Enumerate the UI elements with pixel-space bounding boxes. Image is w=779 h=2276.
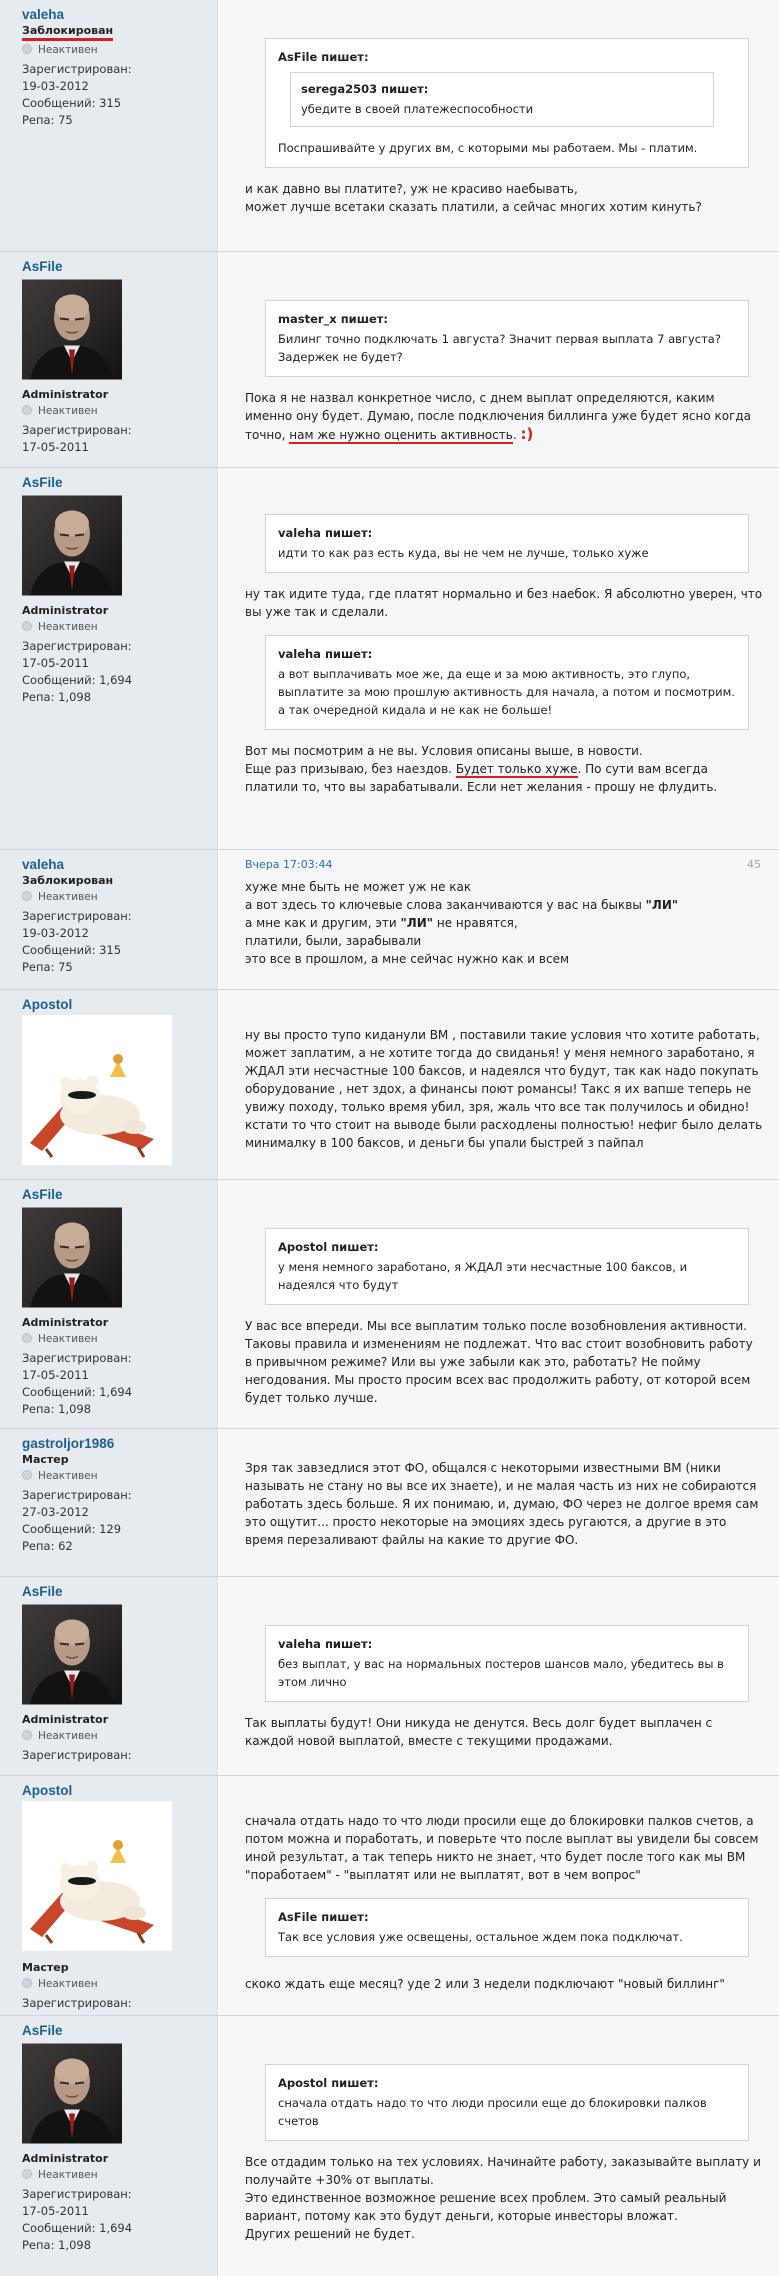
post-text-part: не нравятся, <box>433 916 518 930</box>
message-count <box>22 95 217 112</box>
messages-label: Сообщений: <box>22 1522 96 1536</box>
messages-label: Сообщений: <box>22 673 96 687</box>
online-status <box>22 889 217 906</box>
hitman-avatar-icon[interactable] <box>22 1207 122 1308</box>
post-text-line <box>245 896 763 914</box>
post <box>0 990 779 1180</box>
registered-label: Зарегистрирован: <box>22 909 132 923</box>
post-text-part: а вот здесь то ключевые слова заканчиваются у вас на быквы <box>245 898 646 912</box>
post-number-link[interactable]: 45 <box>747 858 761 871</box>
message-count <box>22 1521 217 1538</box>
post-text <box>245 180 763 216</box>
underlined-phrase: нам же нужно оценить активность <box>289 428 513 442</box>
quote-author: master_x пишет: <box>278 312 389 326</box>
registered-label: Зарегистрирован: <box>22 1351 132 1365</box>
username-link[interactable]: AsFile <box>22 259 63 274</box>
post-content <box>219 1429 779 1576</box>
quote-text: без выплат, у вас на нормальных постеров шансов мало, убедитесь вы в этом лично <box>278 1657 724 1689</box>
post-author-panel <box>0 1577 218 1775</box>
quote-text-line: а так очередной кидала и не как не больше! <box>278 703 553 717</box>
quote-block <box>265 514 749 573</box>
status-label: Неактивен <box>38 891 98 903</box>
post-text-line: Вот мы посмотрим а не вы. Условия описаны выше, в новости. <box>245 744 643 758</box>
post-author-panel <box>0 1180 218 1428</box>
post-content <box>219 0 779 251</box>
message-count <box>22 672 217 689</box>
rep-value: 1,098 <box>58 2238 92 2252</box>
user-stats <box>22 638 217 706</box>
post-content <box>219 1577 779 1775</box>
post-text: ну так идите туда, где платят нормально и без наебок. Я абсолютно уверен, что вы уже так и сделали. <box>245 587 763 619</box>
quote-text-line: а вот выплачивать мое же, да еще и за мою активность, это глупо, <box>278 667 691 681</box>
registered-label: Зарегистрирован: <box>22 2187 132 2201</box>
post-text: сначала отдать надо то что люди просили еще до блокировки палков счетов, а потом можна и поработать, и поверьте что после выплат вы увидели бы совсем иной результат, а так теперь никто не знает, что будет после того как мы ВМ "поработаем" - "выплатят или не выплатят, вот в чем вопрос" <box>245 1814 759 1882</box>
quote-block <box>265 635 749 730</box>
post-author-panel <box>0 850 218 989</box>
status-label: Неактивен <box>38 44 98 56</box>
quote-text: Билинг точно подключать 1 августа? Значит первая выплата 7 августа? Задержек не будет? <box>278 332 721 364</box>
post-date: Вчера 17:03:44 <box>245 858 333 871</box>
nested-quote-text: убедите в своей платежеспособности <box>301 102 534 116</box>
quote-text: сначала отдать надо то что люди просили еще до блокировки палков счетов <box>278 2096 707 2128</box>
messages-value: 129 <box>99 1522 122 1536</box>
reputation <box>22 112 217 129</box>
post <box>0 1776 779 2016</box>
post-author-panel <box>0 252 218 467</box>
reputation <box>22 959 217 976</box>
underlined-phrase: Будет только хуже <box>455 762 578 776</box>
messages-label: Сообщений: <box>22 2221 96 2235</box>
status-label: Неактивен <box>38 621 98 633</box>
quote-text: у меня немного заработано, я ЖДАЛ эти несчастные 100 баксов, и надеялся что будут <box>278 1260 688 1292</box>
registered-label: Зарегистрирован: <box>22 639 132 653</box>
online-status <box>22 42 217 59</box>
user-title: Мастер <box>22 1453 69 1466</box>
registered-date: 17-05-2011 <box>22 2204 89 2218</box>
post-author-panel <box>0 1776 218 2015</box>
user-title: Administrator <box>22 1316 109 1329</box>
post-text-line: Все отдадим только на тех условиях. Начинайте работу, заказывайте выплату и получайте +30% от выплаты. <box>245 2155 761 2187</box>
registered-date: 19-03-2012 <box>22 79 89 93</box>
rep-label: Репа: <box>22 960 55 974</box>
quote-text-line: выплатите за мою прошлую активность для начала, а потом и посмотрим. <box>278 685 735 699</box>
post-text-part: а мне как и другим, эти <box>245 916 401 930</box>
hitman-avatar-icon[interactable] <box>22 1604 122 1705</box>
messages-value: 315 <box>99 943 122 957</box>
user-title: Заблокирован <box>22 23 113 41</box>
registered-date: 19-03-2012 <box>22 926 89 940</box>
status-dot-icon <box>22 1730 32 1740</box>
smiley-icon: :) <box>520 425 534 443</box>
message-count <box>22 2220 217 2237</box>
post-text <box>245 878 763 968</box>
post-text <box>245 389 763 444</box>
username-link[interactable]: AsFile <box>22 1584 63 1599</box>
user-stats <box>22 908 217 976</box>
post-content <box>219 1776 779 2015</box>
rep-label: Репа: <box>22 690 55 704</box>
rep-value: 75 <box>58 960 73 974</box>
user-stats <box>22 61 217 129</box>
post-content <box>219 2016 779 2276</box>
user-title: Administrator <box>22 1713 109 1726</box>
status-label: Неактивен <box>38 1730 98 1742</box>
reputation <box>22 2237 217 2254</box>
online-status <box>22 403 217 420</box>
online-status <box>22 619 217 636</box>
sunbathing-bear-avatar-icon[interactable] <box>22 1801 172 1951</box>
post-meta-bar <box>245 856 767 874</box>
user-title: Administrator <box>22 2152 109 2165</box>
username-link[interactable]: Apostol <box>22 997 73 1012</box>
online-status <box>22 1728 217 1745</box>
quote-block <box>265 1228 749 1305</box>
online-status <box>22 1331 217 1348</box>
quote-author: AsFile пишет: <box>278 50 369 64</box>
bold-text: "ЛИ" <box>645 898 679 912</box>
messages-label: Сообщений: <box>22 943 96 957</box>
post <box>0 1429 779 1577</box>
post-text-line: может лучше всетаки сказать платили, а сейчас многих хотим кинуть? <box>245 200 702 214</box>
reputation <box>22 689 217 706</box>
post <box>0 2016 779 2276</box>
post-text-line: Других решений не будет. <box>245 2227 415 2241</box>
post-text-line: это все в прошлом, а мне сейчас нужно как и всем <box>245 952 570 966</box>
quote-block <box>265 2064 749 2141</box>
post-content <box>219 1180 779 1428</box>
messages-value: 1,694 <box>99 673 133 687</box>
post <box>0 1577 779 1776</box>
quote-block <box>265 1625 749 1702</box>
status-label: Неактивен <box>38 1978 98 1990</box>
post <box>0 0 779 252</box>
post-content <box>219 468 779 849</box>
quote-author: valeha пишет: <box>278 526 373 540</box>
user-title: Administrator <box>22 604 109 617</box>
post-author-panel <box>0 990 218 1179</box>
hitman-avatar-icon[interactable] <box>22 2043 122 2144</box>
post-text: Так выплаты будут! Они никуда не денутся. Весь долг будет выплачен с каждой новой выплатой, вместе с текущими продажами. <box>245 1716 713 1748</box>
post <box>0 850 779 990</box>
registered-label: Зарегистрирован: <box>22 1748 132 1762</box>
rep-value: 1,098 <box>58 690 92 704</box>
messages-label: Сообщений: <box>22 1385 96 1399</box>
messages-value: 1,694 <box>99 1385 133 1399</box>
username-link[interactable]: AsFile <box>22 475 63 490</box>
quote-block <box>265 38 749 168</box>
quote-author: AsFile пишет: <box>278 1910 369 1924</box>
status-label: Неактивен <box>38 1333 98 1345</box>
username-link[interactable]: AsFile <box>22 2023 63 2038</box>
nested-quote-block <box>290 72 714 127</box>
quote-text: Так все условия уже освещены, остальное ждем пока подключат. <box>278 1930 683 1944</box>
post-text-line: и как давно вы платите?, уж не красиво наебывать, <box>245 182 578 196</box>
registered-date: 17-05-2011 <box>22 440 89 454</box>
registered-label: Зарегистрирован: <box>22 1488 132 1502</box>
post-content <box>219 990 779 1179</box>
post <box>0 468 779 850</box>
registered-label: Зарегистрирован: <box>22 62 132 76</box>
status-dot-icon <box>22 1978 32 1988</box>
post-author-panel <box>0 0 218 251</box>
post-text-line: хуже мне быть не может уж не как <box>245 880 472 894</box>
username-link[interactable]: gastroljor1986 <box>22 1436 115 1451</box>
post-text-part: . <box>512 428 517 442</box>
message-count <box>22 1384 217 1401</box>
post <box>0 1180 779 1429</box>
post-text: Зря так завзедлися этот ФО, общался с некоторыми известными ВМ (ники называть не стану но вы все их знаете), и не малая часть из них не собираются работать здесь больше. Я их понимаю, и, думаю, ФО через не долгое время сам это ощутит... просто некоторые на эмоциях здесь ругаются, а другие в это время перезаливают файлы на какие то другие ФО. <box>245 1461 759 1547</box>
online-status <box>22 1468 217 1485</box>
user-stats <box>22 1995 217 2012</box>
status-label: Неактивен <box>38 1470 98 1482</box>
post-text-line <box>245 914 763 932</box>
post-text <box>245 2153 763 2243</box>
post-text-line: Это единственное возможное решение всех проблем. Это самый реальный вариант, потому как это будут деньги, которые инвесторы вложат. <box>245 2191 727 2223</box>
status-dot-icon <box>22 621 32 631</box>
post <box>0 252 779 468</box>
status-dot-icon <box>22 405 32 415</box>
post-text: ну вы просто тупо киданули ВМ , поставили такие условия что хотите работать, может заплатим, а не хотите тогда до свиданья! у меня немного заработано, я ЖДАЛ эти несчастные 100 баксов, и надеялся что будут, так как надо покупать оборудование , нет здох, а финансы поют романсы! Такс я их вапше теперь не увижу походу, только время убил, зря, жаль что все так получилось и обидно! кстати то что стоит на выводе были расходлены полностью! нефиг было делать минималку в 100 баксов, и деньги бы упали быстрей з пайпал <box>245 1028 763 1150</box>
quote-text: Поспрашивайте у других вм, с которыми мы работаем. Мы - платим. <box>278 141 698 155</box>
username-link[interactable]: valeha <box>22 857 65 872</box>
post-text-part: Пока я не назвал конкретное число, с днем выплат определяются, каким именно ону будет. Думаю, после подключения биллинга уже будет ясно когда точно, <box>245 391 752 442</box>
quote-text: идти то как раз есть куда, вы не чем не лучше, только хуже <box>278 546 649 560</box>
rep-value: 75 <box>58 113 73 127</box>
rep-label: Репа: <box>22 113 55 127</box>
username-link[interactable]: valeha <box>22 7 65 22</box>
post-content <box>219 252 779 467</box>
post-author-panel <box>0 468 218 849</box>
registered-date: 27-03-2012 <box>22 1505 89 1519</box>
messages-value: 315 <box>99 96 122 110</box>
reputation <box>22 1401 217 1418</box>
quote-author: valeha пишет: <box>278 1637 373 1651</box>
quote-author: valeha пишет: <box>278 647 373 661</box>
post-content <box>219 850 779 989</box>
registered-label: Зарегистрирован: <box>22 1996 132 2010</box>
post-text: скоко ждать еще месяц? уде 2 или 3 недели подключают "новый биллинг" <box>245 1977 725 1991</box>
rep-label: Репа: <box>22 1402 55 1416</box>
post-text-line <box>245 760 763 796</box>
post-author-panel <box>0 1429 218 1576</box>
post-text-line: платили, были, зарабывали <box>245 934 422 948</box>
registered-date: 17-05-2011 <box>22 1368 89 1382</box>
nested-quote-author: serega2503 пишет: <box>301 82 429 96</box>
rep-label: Репа: <box>22 2238 55 2252</box>
bold-text: "ЛИ" <box>400 916 434 930</box>
username-link[interactable]: Apostol <box>22 1783 73 1798</box>
quote-block <box>265 300 749 377</box>
rep-label: Репа: <box>22 1539 55 1553</box>
rep-value: 1,098 <box>58 1402 92 1416</box>
hitman-avatar-icon[interactable] <box>22 495 122 596</box>
reputation <box>22 1538 217 1555</box>
user-title: Мастер <box>22 1961 69 1974</box>
registered-label: Зарегистрирован: <box>22 423 132 437</box>
username-link[interactable]: AsFile <box>22 1187 63 1202</box>
status-dot-icon <box>22 44 32 54</box>
status-dot-icon <box>22 2169 32 2179</box>
status-label: Неактивен <box>38 405 98 417</box>
sunbathing-bear-avatar-icon[interactable] <box>22 1015 172 1165</box>
post-text: У вас все впереди. Мы все выплатим только после возобновления активности. Таковы правила и изменениям не подлежат. Что вас стоит возобновить работу в привычном режиме? Или вы уже забыли как это, работать? Не пойму негодования. Мы просто просим всех вас продолжить работу, от которой всем будет только лучше. <box>245 1319 753 1405</box>
post-text-part: . По сути вам всегда платили то, что вы зарабатывали. Если нет желания - прошу не флудить. <box>245 762 718 794</box>
user-stats <box>22 2186 217 2254</box>
status-dot-icon <box>22 891 32 901</box>
user-title: Administrator <box>22 388 109 401</box>
quote-author: Apostol пишет: <box>278 1240 379 1254</box>
status-dot-icon <box>22 1333 32 1343</box>
user-stats <box>22 1487 217 1555</box>
online-status <box>22 1976 217 1993</box>
registered-date: 17-05-2011 <box>22 656 89 670</box>
post-text <box>245 742 763 796</box>
message-count <box>22 942 217 959</box>
quote-block <box>265 1898 749 1957</box>
user-title: Заблокирован <box>22 874 114 887</box>
user-stats <box>22 1350 217 1418</box>
user-stats <box>22 1747 217 1764</box>
post-text-part: Еще раз призываю, без наездов. <box>245 762 456 776</box>
online-status <box>22 2167 217 2184</box>
rep-value: 62 <box>58 1539 73 1553</box>
status-dot-icon <box>22 1470 32 1480</box>
post-author-panel <box>0 2016 218 2276</box>
messages-label: Сообщений: <box>22 96 96 110</box>
user-stats <box>22 422 217 456</box>
messages-value: 1,694 <box>99 2221 133 2235</box>
hitman-avatar-icon[interactable] <box>22 279 122 380</box>
quote-author: Apostol пишет: <box>278 2076 379 2090</box>
status-label: Неактивен <box>38 2169 98 2181</box>
